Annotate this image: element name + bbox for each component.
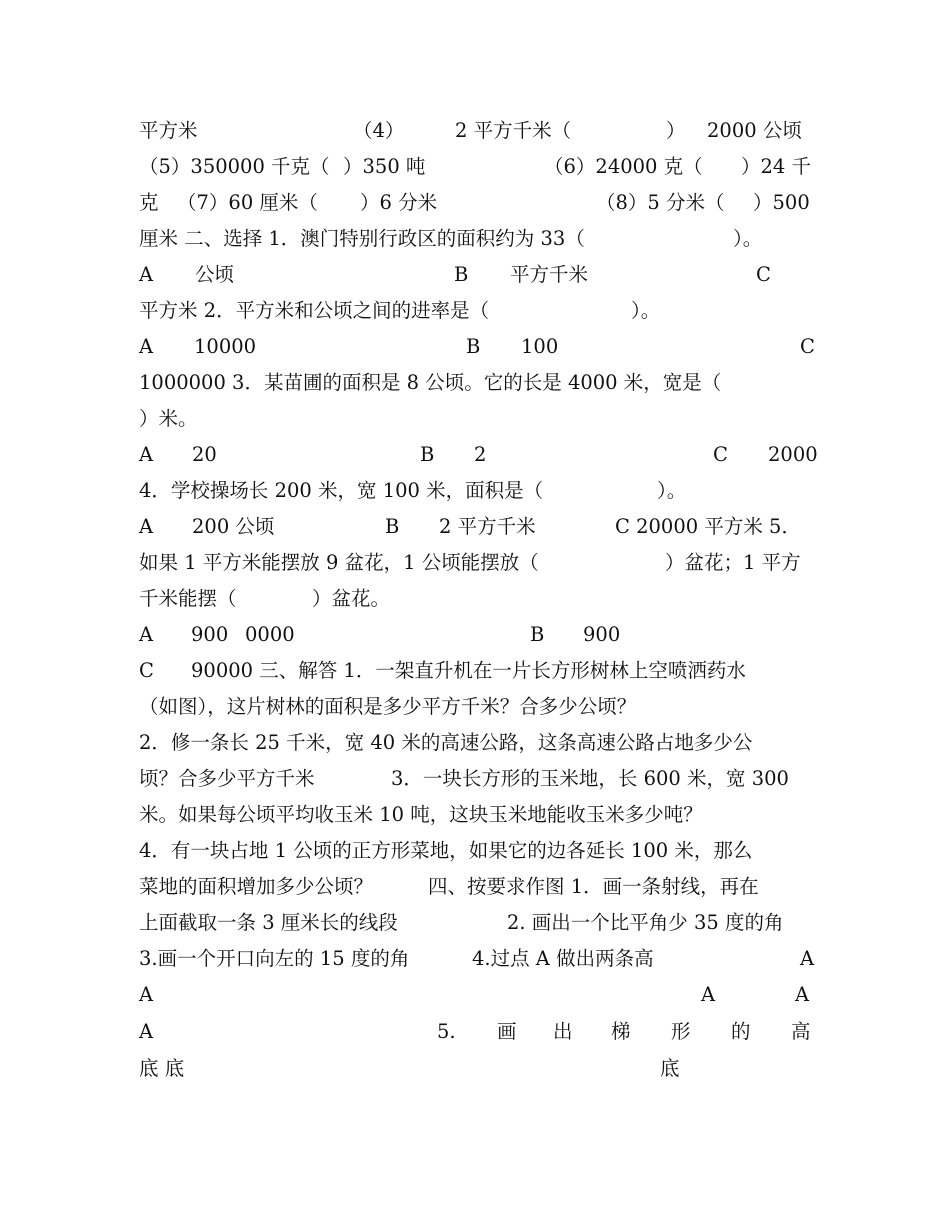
text-segment: （7）60 厘米（: [177, 191, 318, 214]
point-label-a: A: [800, 947, 815, 970]
text-segment: 如果 1 平方米能摆放 9 盆花，1 公顷能摆放（: [139, 551, 539, 574]
text-segment: 2 平方千米: [439, 515, 536, 538]
text-segment: B: [530, 623, 545, 646]
text-segment: （6）24000 克（: [544, 155, 703, 178]
text-segment: ）。: [733, 227, 763, 250]
text-segment: C: [139, 659, 154, 682]
text-line-21: [139, 836, 812, 866]
text-line-9: [139, 404, 812, 434]
text-segment: B: [420, 443, 435, 466]
text-segment: 20: [192, 443, 217, 466]
text-line-3: [139, 188, 812, 218]
text-segment: 平方米: [139, 119, 198, 142]
text-segment: ）6 分米: [360, 191, 438, 214]
text-segment: 3.画一个开口向左的 15 度的角: [139, 947, 410, 970]
text-segment: 10000: [194, 335, 257, 358]
text-line-14: [139, 584, 812, 614]
text-line-1: [139, 116, 812, 146]
text-segment: 出: [553, 1020, 573, 1043]
point-label-a: A: [139, 1020, 154, 1043]
text-segment: A: [139, 623, 154, 646]
text-line-23: [139, 908, 812, 938]
text-segment: C: [713, 443, 728, 466]
text-line-10: [139, 440, 818, 470]
text-segment: 四、按要求作图 1．画一条射线，再在: [428, 875, 759, 898]
text-segment: C 20000 平方米 5．: [615, 515, 801, 538]
text-segment: A: [139, 335, 154, 358]
text-segment: ）盆花；1 平方: [665, 551, 801, 574]
text-segment: 2．修一条长 25 千米，宽 40 米的高速公路，这条高速公路占地多少公: [139, 731, 753, 754]
text-line-25: [139, 980, 812, 1010]
text-segment: 底 底: [139, 1057, 185, 1080]
text-segment: 2000 公顷: [707, 119, 802, 142]
point-label-a: A: [701, 983, 716, 1006]
point-label-a: A: [795, 983, 810, 1006]
text-segment: B: [385, 515, 400, 538]
text-segment: 4．有一块占地 1 公顷的正方形菜地，如果它的边各延长 100 米，那么: [139, 839, 753, 862]
text-line-17: [139, 692, 812, 722]
text-line-19: [139, 764, 812, 794]
text-segment: 2000: [768, 443, 818, 466]
text-segment: 底: [660, 1057, 680, 1080]
text-segment: ）24 千: [741, 155, 812, 178]
text-line-12: [139, 512, 812, 542]
text-segment: （4）: [353, 119, 405, 142]
text-segment: 梯: [611, 1020, 631, 1043]
text-segment: ）: [666, 119, 686, 142]
text-segment: 的: [731, 1020, 751, 1043]
text-segment: （8）5 分米（: [596, 191, 725, 214]
text-segment: 2. 画出一个比平角少 35 度的角: [507, 911, 784, 934]
text-segment: 菜地的面积增加多少公顷？: [139, 875, 374, 898]
text-segment: （5）350000 千克（: [139, 155, 330, 178]
text-segment: B: [466, 335, 481, 358]
text-segment: （如图），这片树林的面积是多少平方千米？合多少公顷？: [139, 695, 637, 718]
text-line-20: [139, 800, 812, 830]
text-line-7: [139, 332, 815, 362]
text-segment: 1000000 3．某苗圃的面积是 8 公顷。它的长是 4000 米，宽是（: [139, 371, 722, 394]
text-line-11: [139, 476, 812, 506]
text-segment: 100: [521, 335, 559, 358]
text-segment: B: [454, 263, 469, 286]
text-segment: ）盆花。: [312, 587, 391, 610]
text-line-24: [139, 944, 815, 974]
text-line-26: [139, 1017, 812, 1047]
text-segment: 画: [497, 1020, 517, 1043]
text-segment: 90000 三、解答 1．一架直升机在一片长方形树林上空喷洒药水: [191, 659, 746, 682]
text-segment: 900: [191, 623, 229, 646]
text-segment: A: [139, 443, 154, 466]
text-segment: 4．学校操场长 200 米，宽 100 米，面积是（: [139, 479, 544, 502]
text-segment: 2: [474, 443, 487, 466]
text-segment: 米。如果每公顷平均收玉米 10 吨，这块玉米地能收玉米多少吨？: [139, 803, 703, 826]
text-line-13: [139, 548, 812, 578]
text-segment: A: [139, 263, 154, 286]
text-line-16: [139, 656, 812, 686]
text-line-18: [139, 728, 812, 758]
text-segment: ）。: [657, 479, 687, 502]
text-segment: 900: [583, 623, 621, 646]
text-segment: 上面截取一条 3 厘米长的线段: [139, 911, 398, 934]
text-line-6: [139, 296, 812, 326]
text-segment: ）。: [631, 299, 661, 322]
text-segment: 平方千米: [510, 263, 589, 286]
text-segment: 公顷: [195, 263, 235, 286]
text-segment: 形: [671, 1020, 691, 1043]
text-segment: C: [756, 263, 771, 286]
text-segment: 千米能摆（: [139, 587, 237, 610]
text-segment: 5.: [437, 1020, 456, 1043]
text-segment: 200 公顷: [192, 515, 275, 538]
text-segment: 克: [139, 191, 159, 214]
text-segment: 高: [791, 1020, 811, 1043]
text-segment: 2 平方千米（: [455, 119, 572, 142]
text-line-2: [139, 152, 812, 182]
text-segment: ）500: [753, 191, 810, 214]
text-segment: A: [139, 515, 154, 538]
text-segment: 4.过点 A 做出两条高: [472, 947, 654, 970]
text-line-8: [139, 368, 812, 398]
text-segment: 3．一块长方形的玉米地，长 600 米，宽 300: [391, 767, 789, 790]
text-segment: 顷？合多少平方千米: [139, 767, 315, 790]
text-line-22: [139, 872, 812, 902]
text-segment: ）米。: [139, 407, 198, 430]
text-segment: ）350 吨: [343, 155, 426, 178]
text-segment: 0000: [245, 623, 295, 646]
text-segment: 厘米 二、选择 1．澳门特别行政区的面积约为 33（: [139, 227, 585, 250]
text-segment: 平方米 2．平方米和公顷之间的进率是（: [139, 299, 490, 322]
text-line-15: [139, 620, 812, 650]
text-line-4: [139, 224, 812, 254]
text-line-27: [139, 1054, 812, 1084]
point-label-a: A: [139, 983, 154, 1006]
text-line-5: [139, 260, 812, 290]
text-segment: C: [800, 335, 815, 358]
